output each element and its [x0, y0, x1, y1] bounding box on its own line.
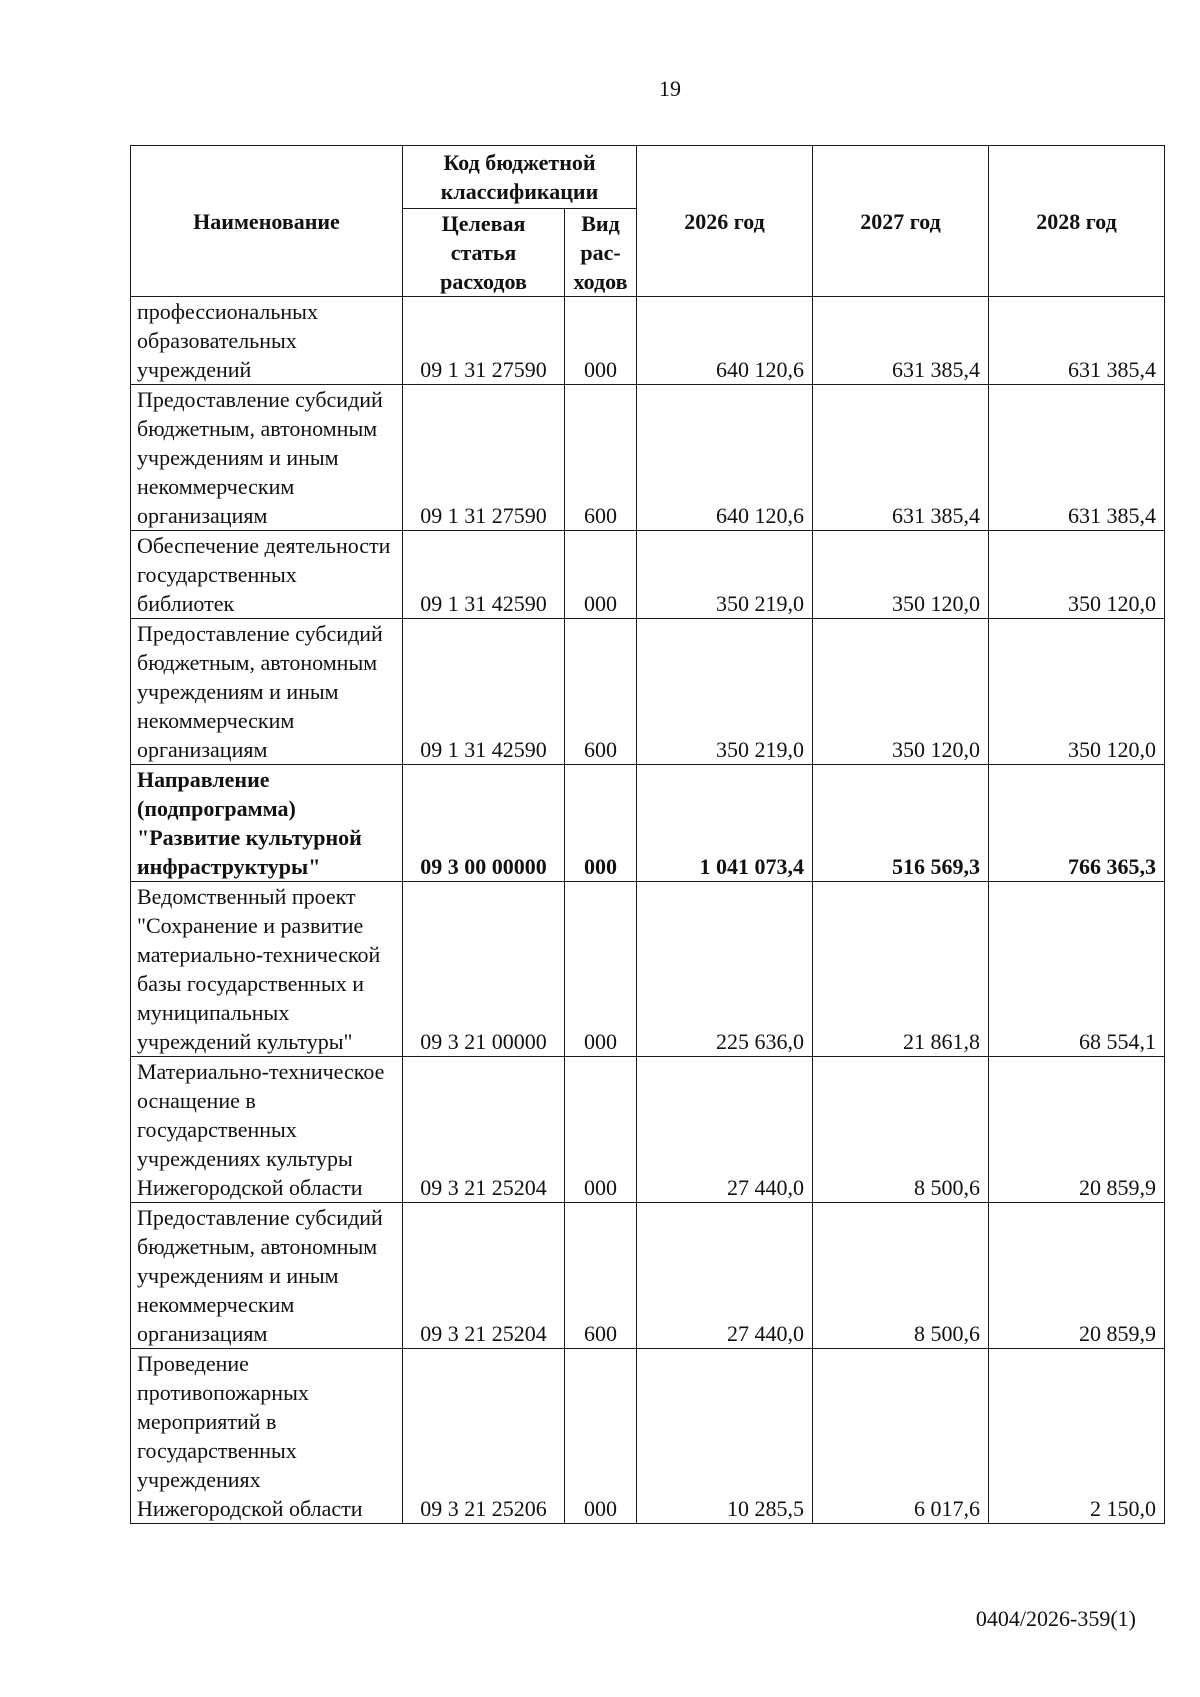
- row-expense-kind: 600: [565, 1203, 637, 1349]
- row-amount-2028: 2 150,0: [989, 1349, 1165, 1524]
- row-amount-2028: 350 120,0: [989, 619, 1165, 765]
- row-amount-2027: 8 500,6: [813, 1057, 989, 1203]
- table-row: [131, 1203, 1165, 1349]
- row-amount-2026: 350 219,0: [637, 619, 813, 765]
- row-expense-kind: 000: [565, 1349, 637, 1524]
- row-target-article: 09 1 31 27590: [403, 385, 565, 531]
- row-amount-2027: 21 861,8: [813, 882, 989, 1057]
- row-target-article: 09 3 21 25204: [403, 1057, 565, 1203]
- row-amount-2028: 20 859,9: [989, 1203, 1165, 1349]
- row-amount-2026: 1 041 073,4: [637, 765, 813, 882]
- row-target-article: 09 1 31 42590: [403, 531, 565, 619]
- header-target-article: Целевая статья расходов: [403, 209, 565, 297]
- header-2027: 2027 год: [813, 146, 989, 297]
- row-amount-2026: 10 285,5: [637, 1349, 813, 1524]
- document-code: 0404/2026-359(1): [975, 1606, 1136, 1631]
- table-row: [131, 297, 1165, 385]
- table-header: [131, 146, 1165, 297]
- row-amount-2026: 640 120,6: [637, 297, 813, 385]
- row-expense-kind: 000: [565, 297, 637, 385]
- row-target-article: 09 3 21 25204: [403, 1203, 565, 1349]
- row-amount-2027: 631 385,4: [813, 385, 989, 531]
- table-row: [131, 882, 1165, 1057]
- row-target-article: 09 1 31 42590: [403, 619, 565, 765]
- row-name: Проведение противопожарных мероприятий в государственных учреждениях Нижегородской области: [131, 1349, 403, 1524]
- table-body: [131, 297, 1165, 1524]
- row-amount-2027: 516 569,3: [813, 765, 989, 882]
- row-name: Обеспечение деятельности государственных библиотек: [131, 531, 403, 619]
- row-target-article: 09 1 31 27590: [403, 297, 565, 385]
- row-amount-2026: 225 636,0: [637, 882, 813, 1057]
- row-expense-kind: 600: [565, 385, 637, 531]
- header-expense-kind: Вид рас- ходов: [565, 209, 637, 297]
- row-amount-2027: 6 017,6: [813, 1349, 989, 1524]
- table-row: [131, 385, 1165, 531]
- budget-table: [130, 145, 1165, 1524]
- header-name: Наименование: [131, 146, 403, 297]
- row-amount-2026: 27 440,0: [637, 1203, 813, 1349]
- row-amount-2028: 68 554,1: [989, 882, 1165, 1057]
- row-target-article: 09 3 21 00000: [403, 882, 565, 1057]
- row-target-article: 09 3 00 00000: [403, 765, 565, 882]
- header-2026: 2026 год: [637, 146, 813, 297]
- row-amount-2027: 8 500,6: [813, 1203, 989, 1349]
- table-row: [131, 765, 1165, 882]
- table-row: [131, 1057, 1165, 1203]
- row-amount-2028: 350 120,0: [989, 531, 1165, 619]
- row-name: Ведомственный проект "Сохранение и развитие материально-технической базы государственных и муниципальных учреждений культуры": [131, 882, 403, 1057]
- row-name: Направление (подпрограмма) "Развитие культурной инфраструктуры": [131, 765, 403, 882]
- row-name: Предоставление субсидий бюджетным, автономным учреждениям и иным некоммерческим организациям: [131, 1203, 403, 1349]
- row-amount-2027: 631 385,4: [813, 297, 989, 385]
- row-amount-2026: 27 440,0: [637, 1057, 813, 1203]
- table-row: [131, 1349, 1165, 1524]
- table-row: [131, 619, 1165, 765]
- row-amount-2028: 631 385,4: [989, 385, 1165, 531]
- row-expense-kind: 000: [565, 1057, 637, 1203]
- page-number: 19: [659, 76, 681, 101]
- row-amount-2027: 350 120,0: [813, 619, 989, 765]
- header-2028: 2028 год: [989, 146, 1165, 297]
- row-amount-2028: 20 859,9: [989, 1057, 1165, 1203]
- table-row: [131, 531, 1165, 619]
- header-code-group: Код бюджетной классификации: [403, 146, 637, 209]
- row-amount-2028: 766 365,3: [989, 765, 1165, 882]
- row-amount-2026: 350 219,0: [637, 531, 813, 619]
- row-expense-kind: 600: [565, 619, 637, 765]
- row-name: Предоставление субсидий бюджетным, автономным учреждениям и иным некоммерческим организациям: [131, 385, 403, 531]
- row-name: Материально-техническое оснащение в государственных учреждениях культуры Нижегородской области: [131, 1057, 403, 1203]
- row-expense-kind: 000: [565, 531, 637, 619]
- row-expense-kind: 000: [565, 765, 637, 882]
- row-amount-2028: 631 385,4: [989, 297, 1165, 385]
- row-name: Предоставление субсидий бюджетным, автономным учреждениям и иным некоммерческим организациям: [131, 619, 403, 765]
- row-amount-2026: 640 120,6: [637, 385, 813, 531]
- row-amount-2027: 350 120,0: [813, 531, 989, 619]
- row-name: профессиональных образовательных учреждений: [131, 297, 403, 385]
- row-target-article: 09 3 21 25206: [403, 1349, 565, 1524]
- row-expense-kind: 000: [565, 882, 637, 1057]
